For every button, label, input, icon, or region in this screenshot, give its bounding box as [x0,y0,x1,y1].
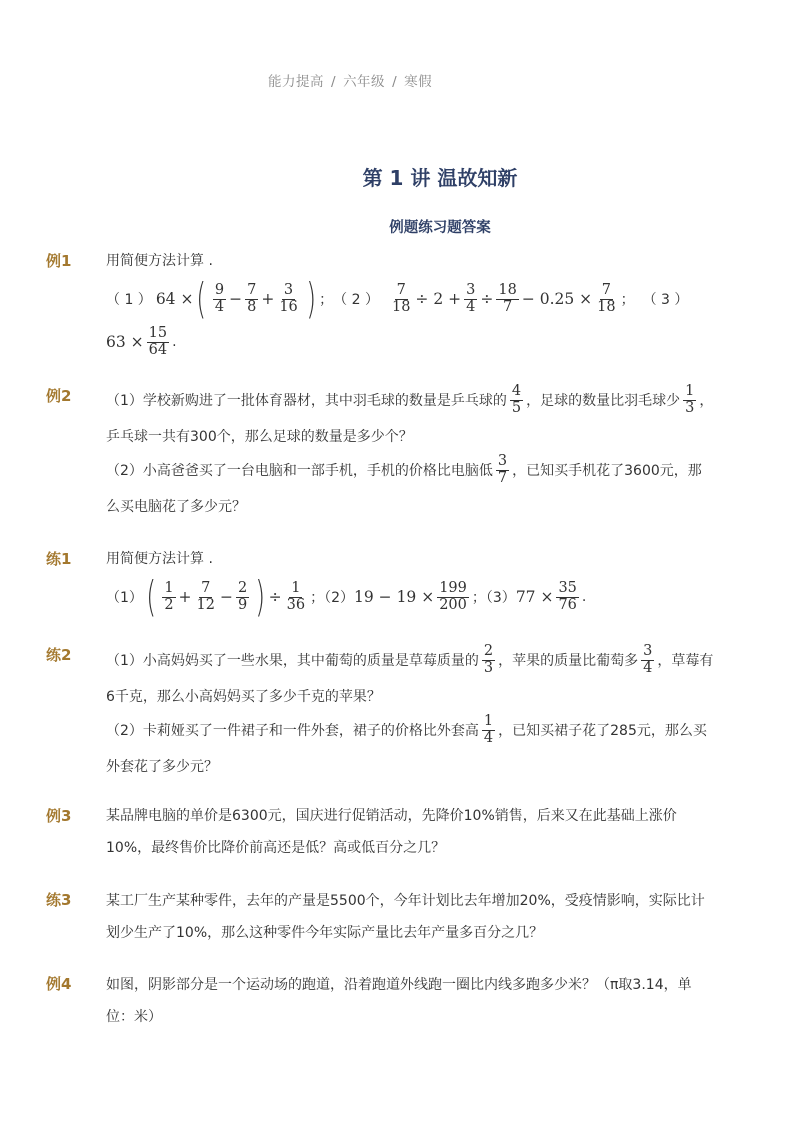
fraction: $\frac{3}{4}$ [466,281,476,315]
math-term: 77 × [515,588,554,606]
fraction: $\frac{3}{16}$ [279,281,298,315]
problem-text-line: 如图，阴影部分是一个运动场的跑道，沿着跑道外线跑一圈比内线多跑多少米？（π取3.14，单 [106,977,692,993]
breadcrumb [268,70,432,90]
part-tag: （ 2 ） [333,292,379,308]
problem-text-line: （1）小高妈妈买了一些水果，其中葡萄的质量是草莓质量的 $\frac{2}{3}$ ，苹果的质量比葡萄多 $\frac{3}{4}$ ，草莓有 [106,642,714,676]
period: . [172,334,177,350]
problem-text-line: （1）学校新购进了一批体育器材，其中羽毛球的数量是乒乓球的 $\frac{4}{5}$ ，足球的数量比羽毛球少 $\frac{1}{3}$ ， [106,382,714,416]
problem-label: 练1 [46,550,72,568]
fraction: $\frac{7}{12}$ [196,579,215,613]
part-tag: ；（2） [310,590,354,606]
problem-text-line: 某工厂生产某种零件，去年的产量是5500个，今年计划比去年增加20%，受疫情影响，实际比计 [106,893,705,909]
fraction: $\frac{7}{18}$ [391,281,411,315]
problem-text-line: 乒乓球一共有300个，那么足球的数量是多少个？ [106,429,413,445]
fraction: $\frac{1}{36}$ [286,579,306,613]
separator: ； [620,292,635,308]
fraction: $\frac{35}{76}$ [558,579,577,613]
left-paren: ( [146,572,157,621]
math-line [106,572,587,621]
problem-text-line: 位：米） [106,1009,162,1025]
fraction: $\frac{3}{7}$ [497,452,508,486]
problem-text: 用简便方法计算 . [106,253,213,269]
separator: ； [319,292,334,308]
math-term: 64 × [155,290,194,308]
operator: − [220,588,233,606]
math-term: ÷ 2 + [415,290,462,308]
fraction: $\frac{199}{200}$ [439,579,467,613]
problem-text-line: 么买电脑花了多少元？ [106,499,246,515]
problem-label: 练2 [46,646,72,664]
part-tag: （ 1 ） [106,292,152,308]
math-term: ÷ [480,290,494,308]
problem-text-line: 外套花了多少元？ [106,759,218,775]
right-paren: ) [255,572,266,621]
math-term: 63 × [106,333,144,351]
breadcrumb-separator: / [331,74,337,90]
fraction: $\frac{3}{4}$ [643,642,653,676]
math-line [106,324,177,358]
problem-label: 例1 [46,252,72,270]
fraction: $\frac{2}{9}$ [238,579,248,613]
breadcrumb-item: 寒假 [404,74,433,90]
part-tag: （ 3 ） [642,292,689,308]
math-term: 19 − 19 × [354,588,435,606]
left-paren: ( [196,274,207,323]
fraction: $\frac{9}{4}$ [214,281,225,315]
page-title: 第 1 讲 温故知新 [362,166,518,190]
part-tag: （1） [106,590,143,606]
operator: + [261,290,275,308]
fraction: $\frac{1}{3}$ [685,382,695,416]
part-tag: ；（3） [471,590,516,606]
fraction: $\frac{2}{3}$ [483,642,494,676]
operator: + [178,588,192,606]
problem-text-line: （2）小高爸爸买了一台电脑和一部手机，手机的价格比电脑低 $\frac{3}{7}$ ，已知买手机花了3600元，那 [106,452,702,486]
problem-text-line: 10%，最终售价比降价前高还是低？高或低百分之几？ [106,840,446,856]
fraction: $\frac{18}{7}$ [498,281,517,315]
math-term: − 0.25 × [521,290,593,308]
problem-text-line: （2）卡莉娅买了一件裙子和一件外套，裙子的价格比外套高 $\frac{1}{4}$ ，已知买裙子花了285元，那么买 [106,712,707,746]
fraction: $\frac{7}{18}$ [597,281,616,315]
fraction: $\frac{1}{2}$ [164,579,174,613]
problem-label: 例4 [46,975,72,993]
problem-label: 例3 [46,807,72,825]
problem-label: 例2 [46,387,72,405]
fraction: $\frac{15}{64}$ [148,324,168,358]
problem-text-line: 某品牌电脑的单价是6300元，国庆进行促销活动，先降价10%销售，后来又在此基础上涨价 [106,808,677,824]
problem-label: 练3 [46,891,72,909]
problem-text-line: 6千克，那么小高妈妈买了多少千克的苹果？ [106,689,381,705]
problem-text-line: 划少生产了10%，那么这种零件今年实际产量比去年产量多百分之几？ [106,925,544,941]
breadcrumb-separator: / [392,74,398,90]
period: . [581,589,587,605]
breadcrumb-item: 六年级 [343,74,386,90]
fraction: $\frac{1}{4}$ [483,712,494,746]
math-line [106,274,689,323]
operator: − [229,290,243,308]
page-subtitle: 例题练习题答案 [389,220,491,236]
operator: ÷ [268,588,282,606]
problem-text: 用简便方法计算 . [106,551,213,567]
right-paren: ) [306,274,316,323]
breadcrumb-item: 能力提高 [268,74,324,90]
fraction: $\frac{4}{5}$ [511,382,522,416]
fraction: $\frac{7}{8}$ [247,281,257,315]
